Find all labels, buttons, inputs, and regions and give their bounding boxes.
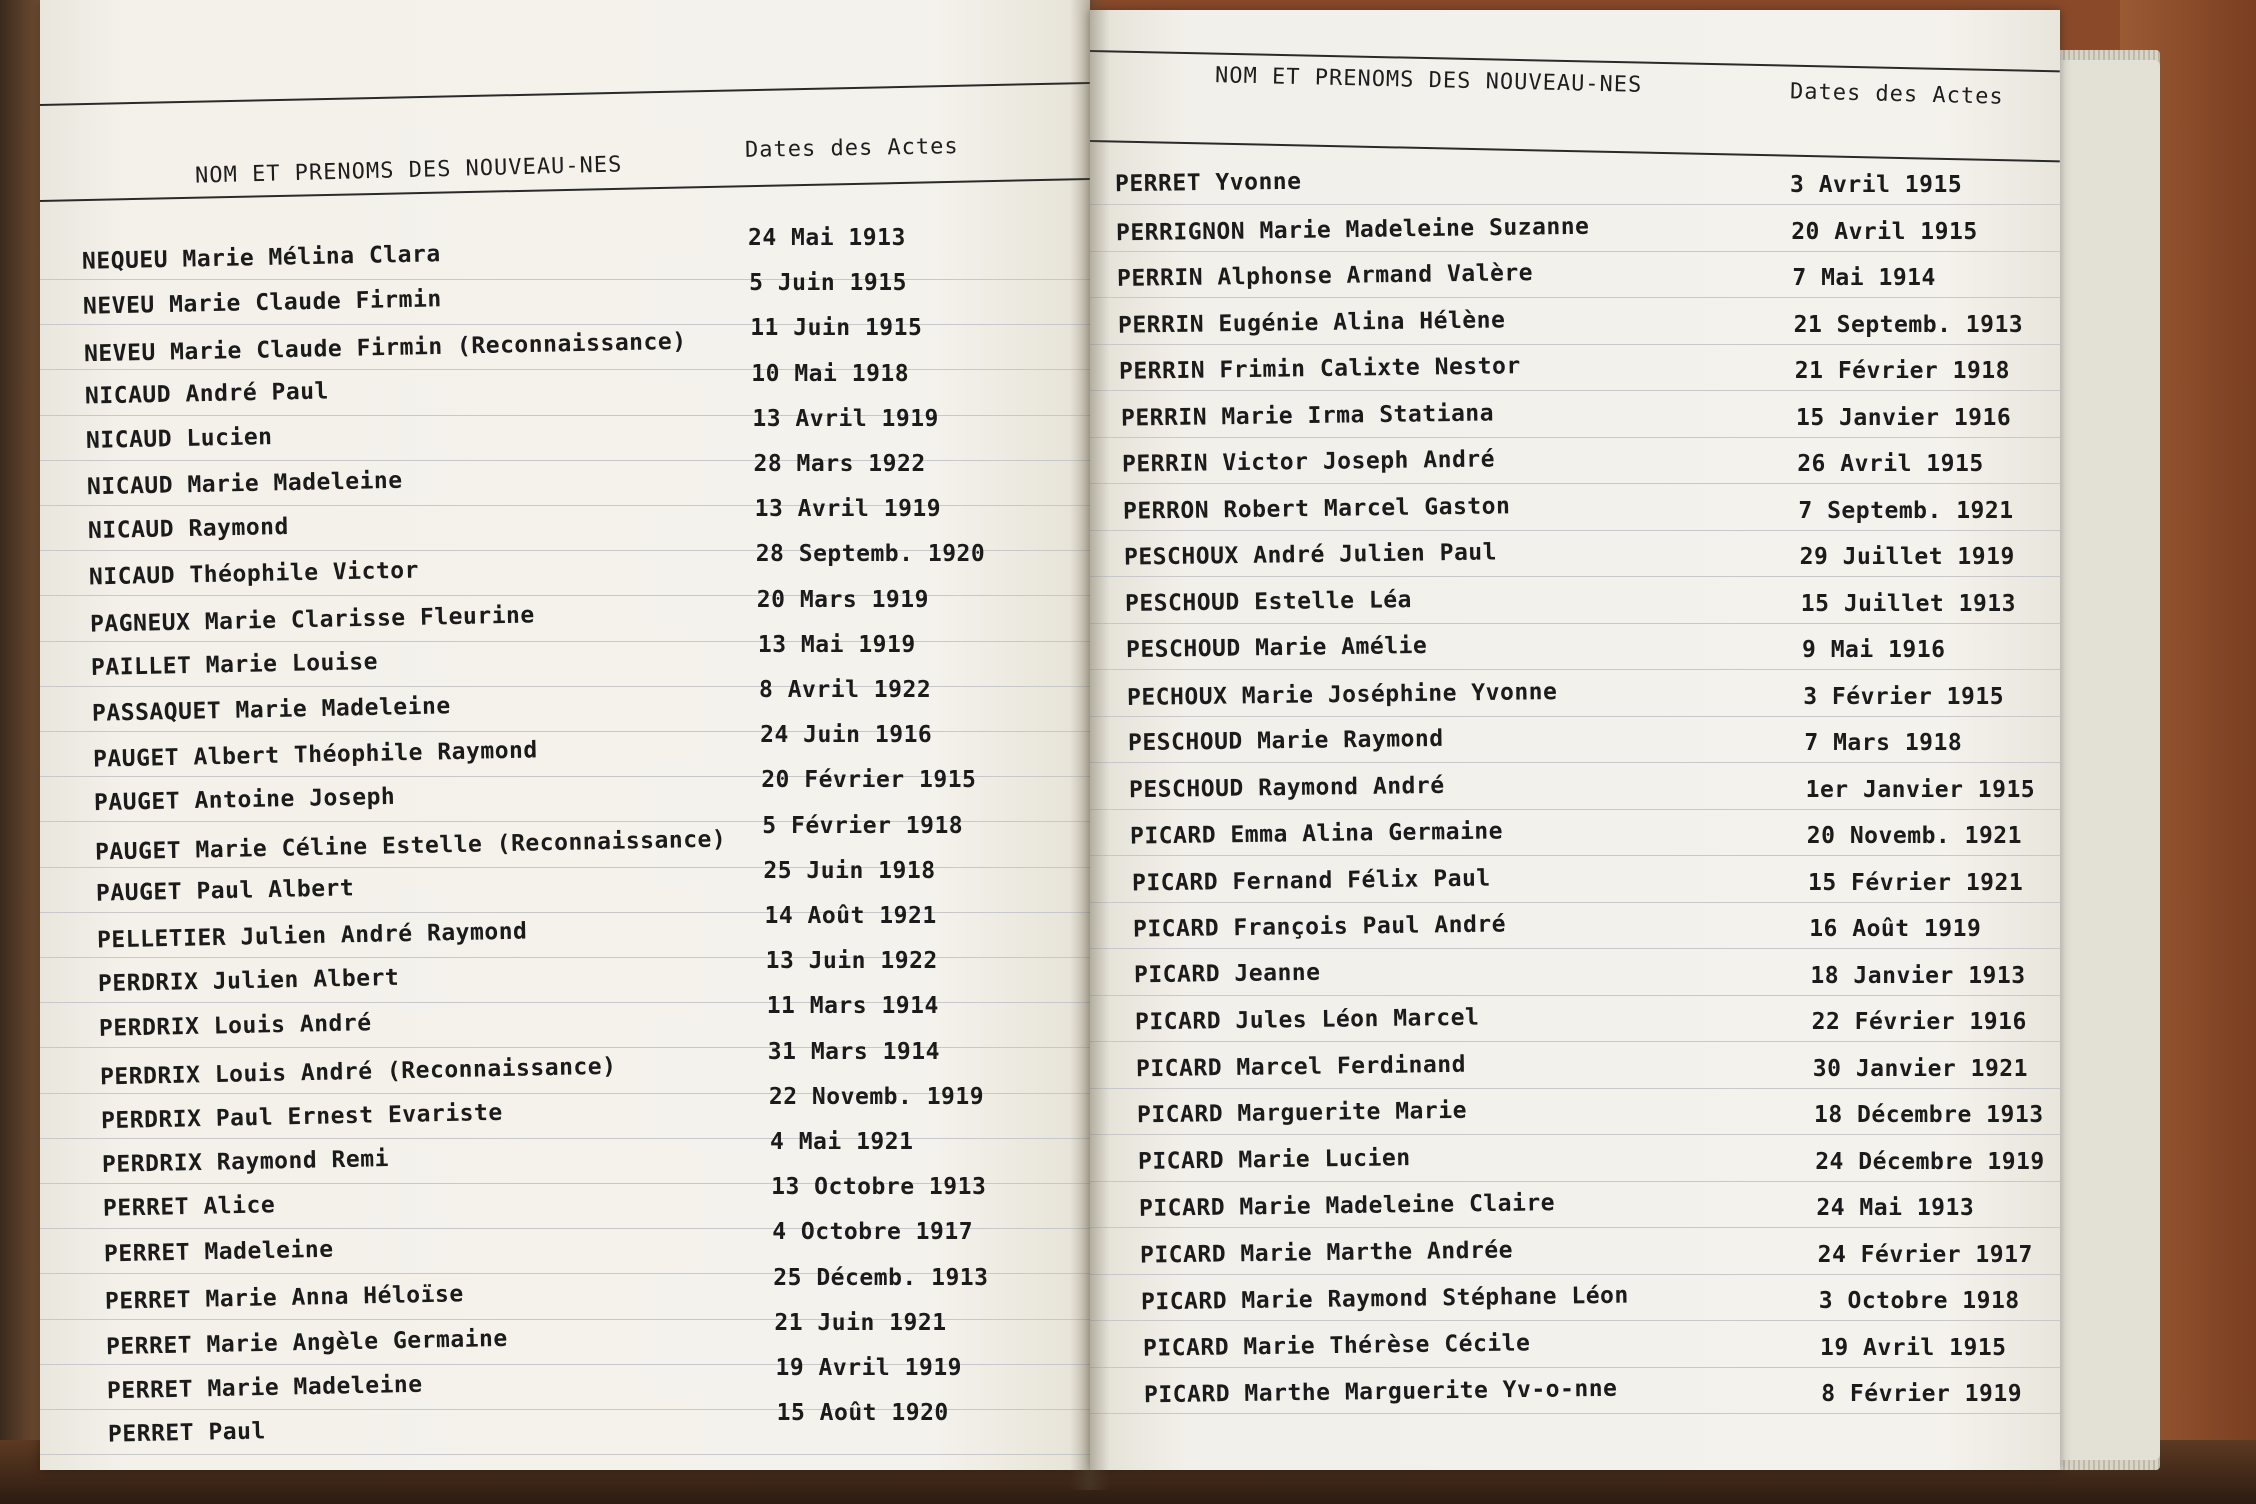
entry-date: 25 Décemb. 1913	[773, 1264, 989, 1291]
entry-date: 19 Avril 1915	[1820, 1334, 2007, 1361]
list-item	[40, 1400, 1090, 1460]
entry-name: PESCHOUX André Julien Paul	[1123, 539, 1497, 571]
entry-name: PICARD Jeanne	[1133, 959, 1321, 988]
entry-date: 29 Juillet 1919	[1799, 544, 2015, 570]
list-item	[1090, 818, 2060, 861]
entry-date: 8 Avril 1922	[759, 677, 932, 703]
list-item	[1090, 725, 2060, 768]
list-item	[1090, 446, 2060, 489]
entry-date: 8 Février 1919	[1821, 1381, 2023, 1407]
entry-date: 31 Mars 1914	[767, 1038, 940, 1065]
entry-date: 14 Août 1921	[764, 903, 937, 929]
entry-date: 24 Mai 1913	[1816, 1195, 1975, 1221]
entry-date: 15 Février 1921	[1808, 869, 2024, 896]
list-item	[1090, 1144, 2060, 1187]
entry-date: 1er Janvier 1915	[1805, 776, 2036, 803]
entry-name: NICAUD Marie Madeleine	[86, 467, 403, 501]
entry-name: PAUGET Marie Céline Estelle (Reconnaissance)	[94, 825, 727, 866]
entry-name: PERDRIX Paul Ernest Evariste	[100, 1099, 503, 1135]
entry-date: 19 Avril 1919	[775, 1355, 963, 1381]
list-item	[1090, 1282, 2060, 1326]
entry-name: PESCHOUD Estelle Léa	[1124, 586, 1413, 617]
entry-name: PAUGET Albert Théophile Raymond	[92, 737, 538, 773]
entry-date: 25 Juin 1918	[763, 857, 936, 884]
list-item	[1090, 678, 2060, 722]
left-page	[40, 0, 1090, 1470]
entry-date: 21 Septemb. 1913	[1793, 311, 2024, 338]
entry-name: PERRET Madeleine	[103, 1236, 334, 1268]
entry-date: 15 Août 1920	[776, 1400, 949, 1427]
entry-name: PAUGET Paul Albert	[95, 875, 355, 907]
entry-date: 26 Avril 1915	[1797, 451, 1984, 477]
entry-date: 24 Février 1917	[1817, 1241, 2033, 1268]
entry-name: PERRET Marie Angèle Germaine	[105, 1325, 508, 1361]
entry-date: 11 Mars 1914	[766, 993, 939, 1020]
entry-name: PICARD Marthe Marguerite Yv-o-nne	[1143, 1375, 1618, 1409]
entry-date: 3 Avril 1915	[1790, 172, 1963, 198]
entry-name: PESCHOUD Marie Raymond	[1128, 725, 1444, 757]
entry-date: 16 Août 1919	[1809, 916, 1982, 942]
entry-name: PICARD Marie Madeleine Claire	[1139, 1190, 1556, 1222]
entry-name: PERRET Yvonne	[1114, 168, 1302, 198]
entry-date: 4 Mai 1921	[770, 1129, 914, 1155]
entry-name: PERRET Marie Anna Héloïse	[104, 1280, 464, 1315]
entry-date: 15 Juillet 1913	[1800, 590, 2017, 617]
entry-name: NEVEU Marie Claude Firmin	[82, 286, 442, 320]
entry-date: 30 Janvier 1921	[1812, 1055, 2029, 1082]
entry-date: 13 Octobre 1913	[771, 1174, 987, 1201]
left-header-date: Dates des Actes	[744, 134, 959, 163]
entry-date: 3 Février 1915	[1803, 683, 2005, 710]
list-item	[40, 586, 1090, 647]
entry-date: 21 Février 1918	[1794, 358, 2011, 384]
list-item	[40, 1083, 1090, 1144]
list-item	[40, 270, 1090, 330]
entry-date: 22 Novemb. 1919	[768, 1083, 985, 1110]
list-item	[1090, 864, 2060, 908]
list-item	[1090, 772, 2060, 815]
list-item	[1090, 1190, 2060, 1233]
entry-name: PERDRIX Julien Albert	[97, 965, 400, 998]
entry-date: 22 Février 1916	[1811, 1009, 2027, 1035]
left-header-name: NOM ET PRENOMS DES NOUVEAU-NES	[194, 152, 623, 189]
entry-name: PICARD Marie Lucien	[1137, 1144, 1411, 1175]
header-rule-top	[40, 82, 1090, 106]
entry-name: PERRET Paul	[107, 1418, 267, 1448]
entry-date: 10 Mai 1918	[751, 360, 910, 387]
entry-date: 28 Septemb. 1920	[755, 541, 986, 568]
entry-name: PICARD Marie Thérèse Cécile	[1142, 1329, 1531, 1362]
entry-date: 18 Janvier 1913	[1810, 962, 2026, 989]
list-item	[1090, 1375, 2060, 1419]
entry-date: 15 Janvier 1916	[1796, 404, 2012, 431]
entry-date: 3 Octobre 1918	[1818, 1288, 2020, 1314]
entry-date: 28 Mars 1922	[753, 451, 926, 477]
entry-date: 21 Juin 1921	[774, 1309, 947, 1336]
list-item	[40, 541, 1090, 601]
header-rule-bottom	[1090, 140, 2060, 162]
entry-name: NICAUD André Paul	[84, 378, 330, 410]
list-item	[1090, 1097, 2060, 1140]
entry-date: 20 Novemb. 1921	[1806, 823, 2023, 849]
list-item	[1090, 170, 2060, 210]
entry-date: 13 Mai 1919	[757, 631, 916, 658]
book-gutter	[1070, 0, 1110, 1490]
entry-name: PAGNEUX Marie Clarisse Fleurine	[89, 601, 535, 638]
entry-name: PECHOUX Marie Joséphine Yvonne	[1126, 678, 1558, 711]
list-item	[1090, 1004, 2060, 1047]
list-item	[1090, 492, 2060, 536]
entry-date: 20 Avril 1915	[1791, 218, 1978, 245]
entry-name: NICAUD Raymond	[87, 514, 290, 545]
entry-name: PICARD Fernand Félix Paul	[1131, 864, 1491, 897]
entry-name: PICARD Jules Léon Marcel	[1134, 1004, 1480, 1036]
list-item	[40, 225, 1090, 285]
entry-name: PICARD Marie Marthe Andrée	[1140, 1236, 1514, 1269]
entry-name: PERRIN Victor Joseph André	[1121, 446, 1495, 478]
entry-name: PERRIN Eugénie Alina Hélène	[1118, 306, 1506, 339]
list-item	[40, 677, 1090, 737]
entry-date: 5 Juin 1915	[749, 270, 907, 297]
entry-name: PERRON Robert Marcel Gaston	[1122, 492, 1511, 525]
list-item	[1090, 1329, 2060, 1373]
entry-date: 11 Juin 1915	[750, 315, 923, 342]
entry-name: PAUGET Antoine Joseph	[93, 784, 396, 817]
entry-name: PASSAQUET Marie Madeleine	[91, 693, 451, 727]
entry-date: 18 Décembre 1913	[1814, 1102, 2044, 1128]
entry-name: PESCHOUD Raymond André	[1129, 772, 1446, 803]
entry-date: 24 Juin 1916	[760, 722, 933, 749]
entry-date: 13 Avril 1919	[754, 496, 942, 523]
entry-name: NICAUD Théophile Victor	[88, 557, 420, 591]
entry-name: NEVEU Marie Claude Firmin (Reconnaissance)	[83, 329, 687, 368]
entry-name: PICARD Marguerite Marie	[1136, 1097, 1468, 1129]
entry-date: 7 Septemb. 1921	[1798, 497, 2014, 524]
list-item	[40, 405, 1090, 466]
list-item	[1090, 911, 2060, 954]
entry-date: 9 Mai 1916	[1802, 637, 1946, 663]
entry-name: PERRIN Alphonse Armand Valère	[1117, 260, 1534, 292]
entry-date: 13 Juin 1922	[765, 948, 938, 975]
right-page	[1090, 10, 2060, 1470]
entry-date: 5 Février 1918	[762, 812, 964, 839]
list-item	[1090, 1236, 2060, 1280]
entry-name: PERRET Alice	[102, 1192, 276, 1222]
entry-name: PESCHOUD Marie Amélie	[1125, 632, 1428, 664]
entry-name: PICARD François Paul André	[1132, 911, 1506, 943]
entry-name: PERRIN Frimin Calixte Nestor	[1119, 353, 1522, 385]
entry-name: PERRET Marie Madeleine	[106, 1371, 423, 1405]
list-item	[1090, 632, 2060, 675]
entry-date: 7 Mai 1914	[1792, 265, 1936, 291]
entry-date: 20 Mars 1919	[756, 586, 929, 613]
list-item	[1090, 306, 2060, 350]
list-item	[1090, 213, 2060, 257]
entry-name: PICARD Marcel Ferdinand	[1135, 1051, 1467, 1082]
list-item	[1090, 961, 2060, 1001]
list-item	[40, 315, 1090, 375]
entry-date: 24 Décembre 1919	[1815, 1148, 2045, 1175]
entry-name: NICAUD Lucien	[85, 423, 273, 454]
right-header-name: NOM ET PRENOMS DES NOUVEAU-NES	[1214, 63, 1643, 98]
right-header-date: Dates des Actes	[1789, 79, 2004, 110]
list-item	[1090, 260, 2060, 303]
list-item	[1090, 539, 2060, 582]
entry-name: PICARD Emma Alina Germaine	[1130, 818, 1504, 850]
entry-name: PERRIGNON Marie Madeleine Suzanne	[1115, 213, 1590, 246]
list-item	[1090, 353, 2060, 396]
entry-name: PERDRIX Louis André (Reconnaissance)	[99, 1053, 617, 1090]
entry-date: 20 Février 1915	[761, 767, 977, 794]
entry-date: 13 Avril 1919	[752, 405, 939, 432]
entry-name: PELLETIER Julien André Raymond	[96, 918, 528, 954]
entry-name: PERDRIX Raymond Remi	[101, 1145, 390, 1179]
entry-date: 24 Mai 1913	[748, 225, 906, 251]
entry-name: PICARD Marie Raymond Stéphane Léon	[1141, 1282, 1630, 1316]
entry-name: NEQUEU Marie Mélina Clara	[81, 241, 441, 275]
list-item	[40, 631, 1090, 692]
entry-name: PAILLET Marie Louise	[90, 648, 379, 681]
entry-date: 4 Octobre 1917	[772, 1219, 974, 1246]
entry-name: PERRIN Marie Irma Statiana	[1120, 399, 1494, 432]
entry-date: 7 Mars 1918	[1804, 730, 1963, 756]
entry-name: PERDRIX Louis André	[98, 1010, 372, 1043]
list-item	[1090, 586, 2060, 629]
list-item	[1090, 399, 2060, 443]
list-item	[1090, 1051, 2060, 1094]
